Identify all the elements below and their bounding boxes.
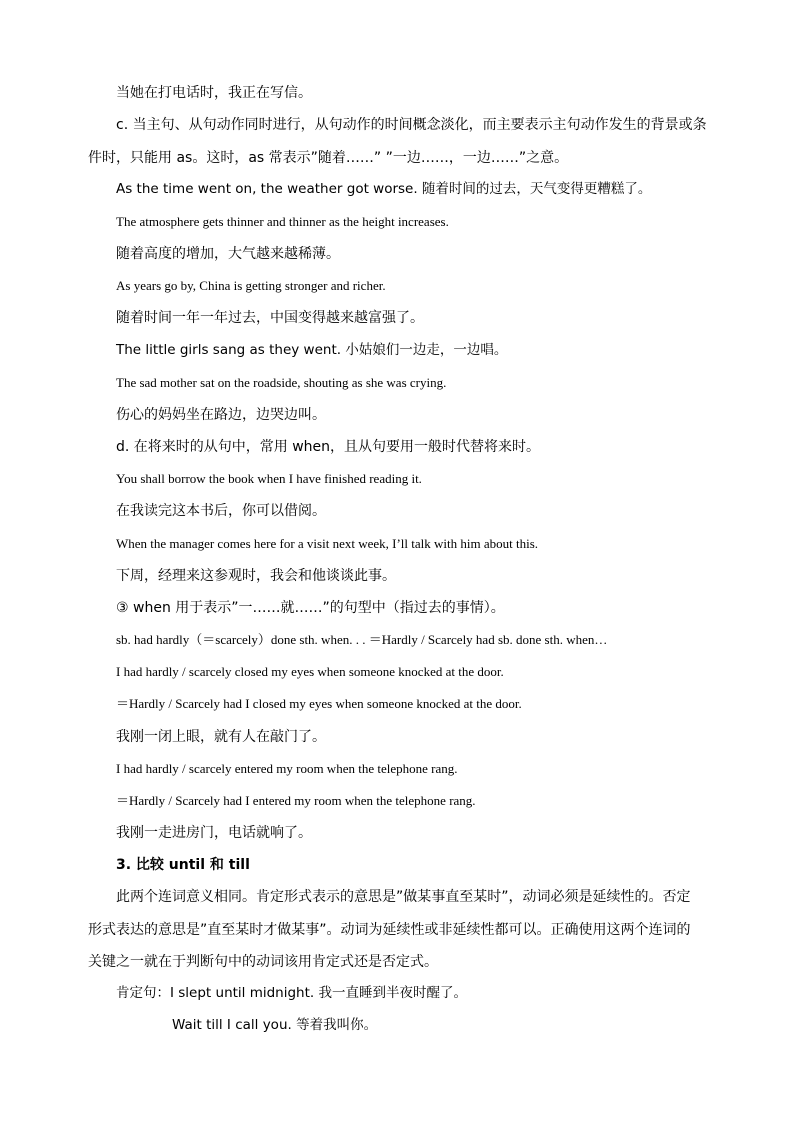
text-line: As years go by, China is getting stronger and richer. [116, 278, 386, 293]
text-line: sb. had hardly（＝scarcely）done sth. when. . . ＝Hardly / Scarcely had sb. done sth. when… [116, 632, 608, 647]
text-line: c. 当主句、从句动作同时进行，从句动作的时间概念淡化，而主要表示主句动作发生的背景或条 [116, 117, 707, 133]
text-line: 随着高度的增加，大气越来越稀薄。 [116, 246, 340, 262]
text-line: I had hardly / scarcely closed my eyes when someone knocked at the door. [116, 664, 504, 679]
text-line: ＝Hardly / Scarcely had I entered my room when the telephone rang. [116, 793, 476, 808]
text-line: 关键之一就在于判断句中的动词该用肯定式还是否定式。 [88, 954, 438, 970]
text-line: 我刚一闭上眼，就有人在敲门了。 [116, 729, 326, 745]
text-line: I had hardly / scarcely entered my room when the telephone rang. [116, 761, 458, 776]
text-line: When the manager comes here for a visit next week, I’ll talk with him about this. [116, 536, 539, 551]
text-line: 形式表达的意思是”直至某时才做某事”。动词为延续性或非延续性都可以。正确使用这两个连词的 [88, 922, 691, 938]
text-line: 在我读完这本书后，你可以借阅。 [116, 503, 326, 519]
text-line: You shall borrow the book when I have finished reading it. [116, 471, 422, 486]
text-line: ＝Hardly / Scarcely had I closed my eyes when someone knocked at the door. [116, 696, 522, 711]
text-line: 当她在打电话时，我正在写信。 [116, 85, 312, 101]
text-line: d. 在将来时的从句中，常用 when，且从句要用一般时代替将来时。 [116, 439, 541, 455]
section-heading: 3. 比较 until 和 till [116, 857, 250, 873]
text-line: The little girls sang as they went. 小姑娘们一边走，一边唱。 [116, 342, 508, 358]
text-line: 随着时间一年一年过去，中国变得越来越富强了。 [116, 310, 424, 326]
text-line: 肯定句：I slept until midnight. 我一直睡到半夜时醒了。 [116, 985, 467, 1001]
text-line: The atmosphere gets thinner and thinner as the height increases. [116, 214, 449, 229]
text-line: 伤心的妈妈坐在路边，边哭边叫。 [116, 407, 326, 423]
text-line: Wait till I call you. 等着我叫你。 [172, 1017, 378, 1033]
text-line: 我刚一走进房门，电话就响了。 [116, 825, 312, 841]
text-line: 件时，只能用 as。这时，as 常表示”随着……” ”一边……，一边……”之意。 [88, 150, 569, 166]
text-line: 此两个连词意义相同。肯定形式表示的意思是”做某事直至某时”，动词必须是延续性的。否定 [116, 889, 691, 905]
text-line: The sad mother sat on the roadside, shouting as she was crying. [116, 375, 447, 390]
text-line: 下周，经理来这参观时，我会和他谈谈此事。 [116, 568, 396, 584]
text-line: As the time went on, the weather got worse. 随着时间的过去，天气变得更糟糕了。 [116, 181, 652, 197]
text-line: ③ when 用于表示”一……就……”的句型中（指过去的事情）。 [116, 600, 505, 616]
